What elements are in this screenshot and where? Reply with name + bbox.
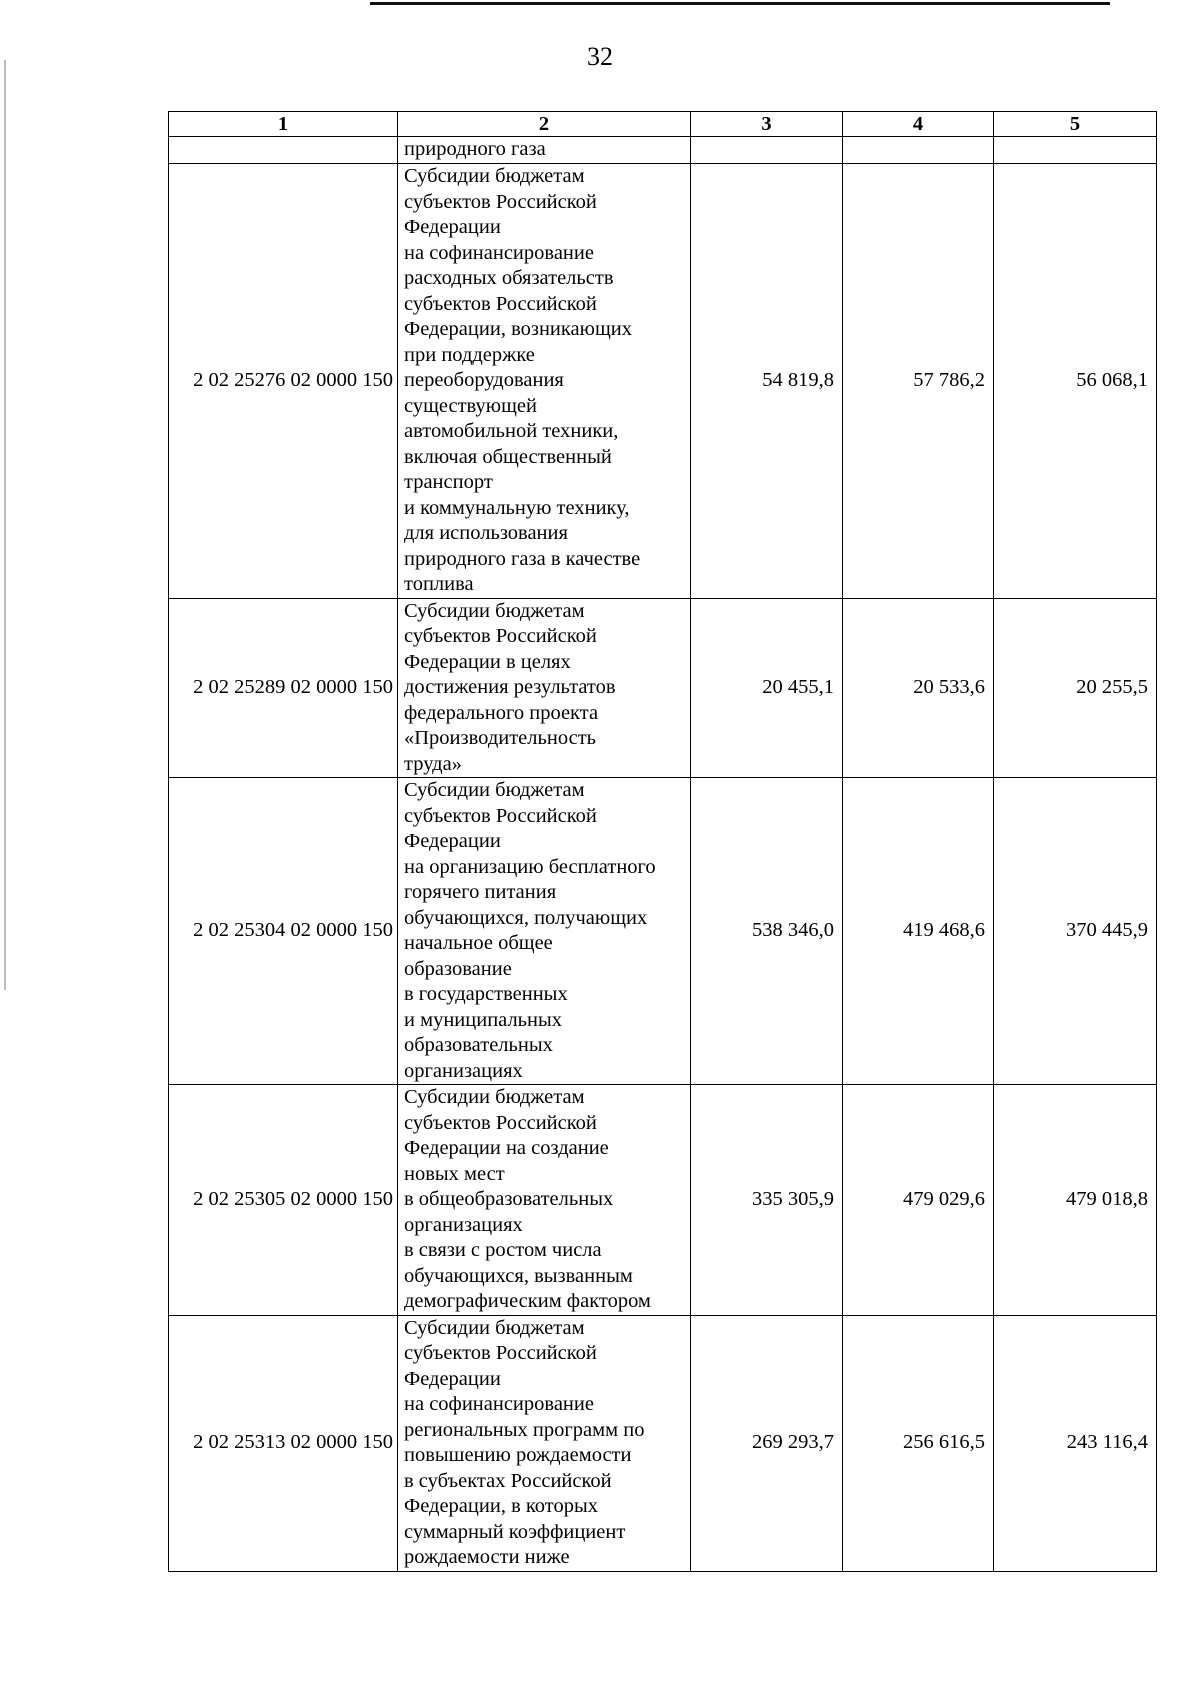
value-col3-cell: 538 346,0 (691, 778, 843, 1085)
value-col3-cell: 335 305,9 (691, 1085, 843, 1316)
value-col4-cell (843, 137, 994, 164)
column-header: 4 (843, 112, 994, 137)
table-row (169, 164, 1157, 599)
scan-top-border-line (370, 2, 1110, 5)
code-cell: 2 02 25304 02 0000 150 (169, 778, 398, 1085)
description-cell: Субсидии бюджетам субъектов Российской Федерации на софинансирование региональных программ по повышению рождаемости в субъектах Российской Федерации, в которых суммарный коэффициент рождаемости ниже (398, 1315, 691, 1571)
table-header-row (169, 112, 1157, 137)
column-header: 5 (994, 112, 1157, 137)
value-col5-cell (994, 137, 1157, 164)
description-cell: Субсидии бюджетам субъектов Российской Федерации в целях достижения результатов федерального проекта «Производительность труда» (398, 598, 691, 778)
code-cell: 2 02 25305 02 0000 150 (169, 1085, 398, 1316)
value-col3-cell: 54 819,8 (691, 164, 843, 599)
table-row (169, 778, 1157, 1085)
value-col5-cell: 370 445,9 (994, 778, 1157, 1085)
value-col3-cell: 269 293,7 (691, 1315, 843, 1571)
value-col5-cell: 243 116,4 (994, 1315, 1157, 1571)
value-col5-cell: 479 018,8 (994, 1085, 1157, 1316)
page-number: 32 (587, 42, 613, 71)
description-cell: Субсидии бюджетам субъектов Российской Федерации на создание новых мест в общеобразовательных организациях в связи с ростом числа обучающихся, вызванным демографическим фактором (398, 1085, 691, 1316)
value-col3-cell: 20 455,1 (691, 598, 843, 778)
value-col3-cell (691, 137, 843, 164)
value-col5-cell: 56 068,1 (994, 164, 1157, 599)
code-cell: 2 02 25289 02 0000 150 (169, 598, 398, 778)
table-row (169, 137, 1157, 164)
description-cell: Субсидии бюджетам субъектов Российской Федерации на организацию бесплатного горячего питания обучающихся, получающих начальное общее образование в государственных и муниципальных образовательных организациях (398, 778, 691, 1085)
value-col4-cell: 479 029,6 (843, 1085, 994, 1316)
value-col4-cell: 256 616,5 (843, 1315, 994, 1571)
description-cell: природного газа (398, 137, 691, 164)
table-row (169, 1315, 1157, 1571)
description-cell: Субсидии бюджетам субъектов Российской Федерации на софинансирование расходных обязательств субъектов Российской Федерации, возникающих при поддержке переоборудования существующей автомобильной техники, включая общественный транспорт и коммунальную технику, для использования природного газа в качестве топлива (398, 164, 691, 599)
value-col5-cell: 20 255,5 (994, 598, 1157, 778)
code-cell: 2 02 25276 02 0000 150 (169, 164, 398, 599)
code-cell (169, 137, 398, 164)
value-col4-cell: 57 786,2 (843, 164, 994, 599)
table-body (169, 137, 1157, 1572)
column-header: 1 (169, 112, 398, 137)
value-col4-cell: 20 533,6 (843, 598, 994, 778)
table-row (169, 598, 1157, 778)
code-cell: 2 02 25313 02 0000 150 (169, 1315, 398, 1571)
column-header: 2 (398, 112, 691, 137)
table-row (169, 1085, 1157, 1316)
column-header: 3 (691, 112, 843, 137)
value-col4-cell: 419 468,6 (843, 778, 994, 1085)
scan-left-edge (4, 60, 6, 990)
budget-table (168, 111, 1157, 1572)
